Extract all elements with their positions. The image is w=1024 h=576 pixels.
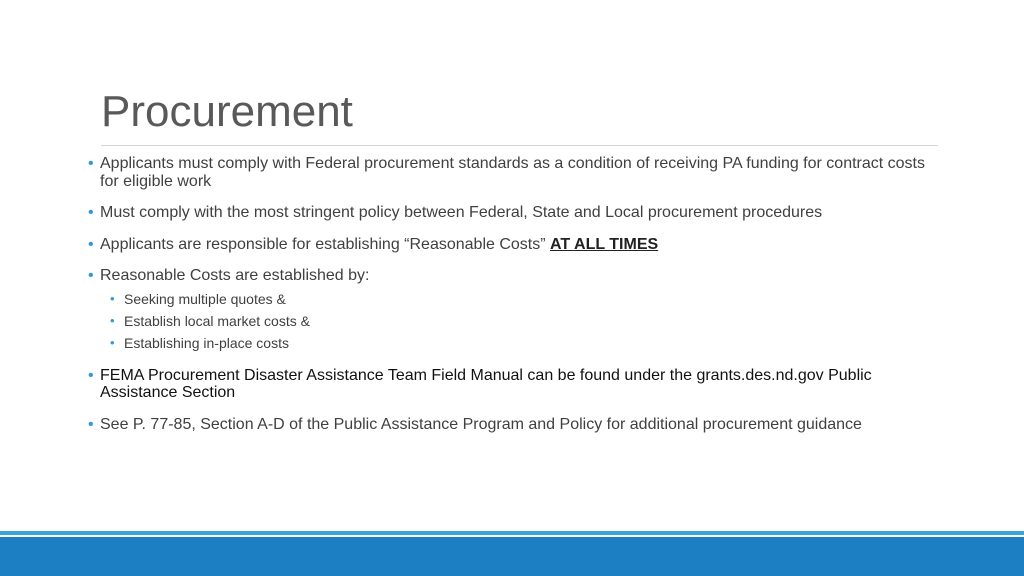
bullet-item	[88, 204, 938, 222]
bullet-text: FEMA Procurement Disaster Assistance Team Field Manual can be found under the grants.des.nd.gov Public Assistance Section	[100, 366, 872, 401]
sub-bullet-text: Establish local market costs &	[124, 312, 310, 329]
sub-bullet-list	[88, 291, 938, 351]
slide-content	[88, 155, 938, 447]
sub-bullet-dot-icon: •	[110, 334, 115, 350]
footer-bar	[0, 537, 1024, 576]
bullet-text: See P. 77-85, Section A-D of the Public Assistance Program and Policy for additional procurement guidance	[100, 415, 862, 433]
bullet-dot-icon: •	[88, 366, 94, 384]
bullet-dot-icon: •	[88, 267, 94, 284]
sub-bullet-text: Seeking multiple quotes &	[124, 290, 286, 307]
bullet-dot-icon: •	[88, 235, 94, 253]
emphasis-text: AT ALL TIMES	[550, 235, 659, 253]
bullet-text: Applicants must comply with Federal procurement standards as a condition of receiving PA funding for contract costs for eligible work	[100, 155, 925, 190]
bullet-item	[88, 416, 938, 434]
bullet-text: Reasonable Costs are established by:	[100, 267, 370, 284]
bullet-dot-icon: •	[88, 155, 94, 172]
bullet-text: Applicants are responsible for establishing “Reasonable Costs”	[100, 235, 546, 253]
bullet-item	[88, 155, 938, 190]
sub-bullet-dot-icon: •	[110, 290, 115, 306]
sub-bullet-dot-icon: •	[110, 312, 115, 328]
bullet-dot-icon: •	[88, 415, 94, 433]
bullet-item	[88, 236, 938, 254]
slide-title: Procurement	[101, 87, 353, 136]
title-divider	[101, 145, 938, 146]
sub-bullet-item	[88, 313, 938, 329]
bullet-item	[88, 267, 938, 285]
bullet-text: Must comply with the most stringent policy between Federal, State and Local procurement procedures	[100, 204, 823, 221]
footer-accent-line	[0, 531, 1024, 535]
sub-bullet-item	[88, 335, 938, 351]
bullet-dot-icon: •	[88, 204, 94, 221]
bullet-item	[88, 367, 938, 402]
sub-bullet-item	[88, 291, 938, 307]
sub-bullet-text: Establishing in-place costs	[124, 334, 289, 351]
